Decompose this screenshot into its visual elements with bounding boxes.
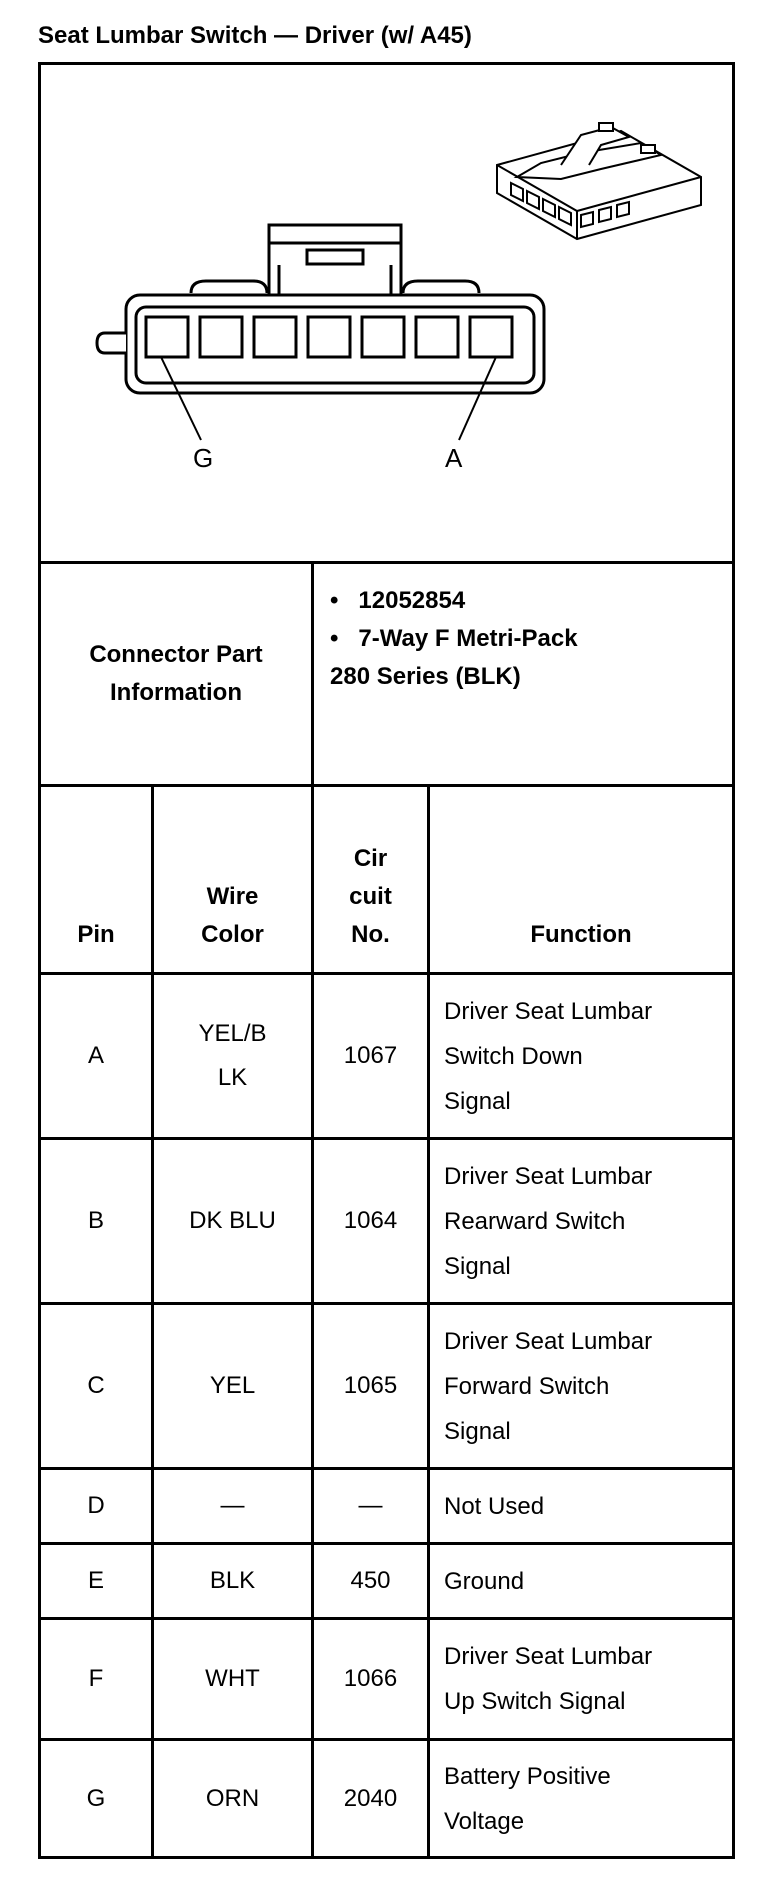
isometric-connector: [497, 123, 701, 239]
table-header-row: [40, 786, 734, 974]
header-circuit: Cir cuit No.: [313, 786, 429, 974]
circuit-cell: 1065: [313, 1304, 429, 1469]
pin-cell: A: [40, 974, 153, 1139]
pin-cell: D: [40, 1469, 153, 1544]
wire-color-cell: BLK: [153, 1544, 313, 1619]
table-row: [40, 1544, 734, 1619]
table-row: [40, 1619, 734, 1740]
wire-color-cell: YEL: [153, 1304, 313, 1469]
function-cell: Driver Seat Lumbar Up Switch Signal: [429, 1619, 734, 1740]
table-row: [40, 1304, 734, 1469]
wire-color-cell: YEL/B LK: [153, 974, 313, 1139]
table-row: [40, 1139, 734, 1304]
pin-cell: C: [40, 1304, 153, 1469]
table-row: [40, 1740, 734, 1858]
circuit-cell: 450: [313, 1544, 429, 1619]
connector-table: [38, 62, 735, 1859]
connector-part-label-line2: Information: [110, 679, 242, 706]
function-cell: Not Used: [429, 1469, 734, 1544]
page-title: Seat Lumbar Switch — Driver (w/ A45): [38, 22, 472, 49]
wire-color-cell: DK BLU: [153, 1139, 313, 1304]
circuit-cell: 1067: [313, 974, 429, 1139]
front-view-connector: [97, 225, 544, 440]
circuit-cell: 2040: [313, 1740, 429, 1858]
header-function: Function: [429, 786, 734, 974]
function-cell: Ground: [429, 1544, 734, 1619]
wire-color-cell: —: [153, 1469, 313, 1544]
function-cell: Driver Seat Lumbar Switch Down Signal: [429, 974, 734, 1139]
part-number-item: • 12052854: [330, 587, 466, 614]
header-wire-color: Wire Color: [153, 786, 313, 974]
table-row: [40, 1469, 734, 1544]
pin-cell: F: [40, 1619, 153, 1740]
circuit-cell: 1066: [313, 1619, 429, 1740]
connector-diagram: [40, 64, 734, 563]
pin-cell: B: [40, 1139, 153, 1304]
connector-part-label-line1: Connector Part: [89, 641, 263, 668]
wire-color-cell: WHT: [153, 1619, 313, 1740]
function-cell: Driver Seat Lumbar Forward Switch Signal: [429, 1304, 734, 1469]
description-item: • 7-Way F Metri-Pack: [330, 625, 578, 652]
description-line2: 280 Series (BLK): [330, 663, 521, 690]
function-cell: Battery Positive Voltage: [429, 1740, 734, 1858]
pin-cell: G: [40, 1740, 153, 1858]
pin-cell: E: [40, 1544, 153, 1619]
connector-part-label: [40, 563, 313, 786]
wire-color-cell: ORN: [153, 1740, 313, 1858]
header-pin: Pin: [40, 786, 153, 974]
table-row: [40, 974, 734, 1139]
pin-label-a: A: [445, 443, 463, 473]
circuit-cell: 1064: [313, 1139, 429, 1304]
pin-label-g: G: [193, 443, 214, 473]
description-line1: 7-Way F Metri-Pack: [358, 625, 578, 652]
part-number: 12052854: [358, 587, 466, 614]
connector-part-info: [313, 563, 734, 786]
circuit-cell: —: [313, 1469, 429, 1544]
connector-illustration: [41, 65, 731, 561]
function-cell: Driver Seat Lumbar Rearward Switch Signal: [429, 1139, 734, 1304]
